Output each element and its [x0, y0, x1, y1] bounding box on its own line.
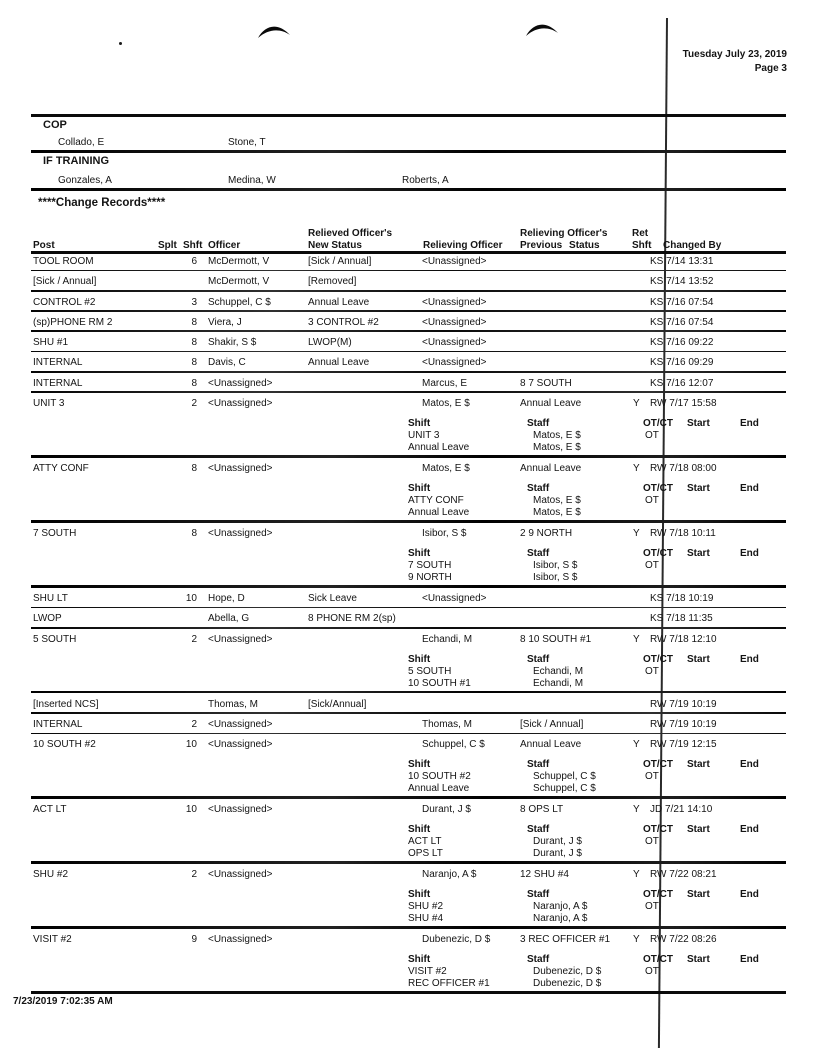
change-records-body — [31, 256, 786, 999]
detail-staff-header: Staff — [527, 824, 550, 836]
relieving-officer-cell: <Unassigned> — [422, 593, 487, 605]
post-cell: ACT LT — [33, 804, 67, 816]
detail-otct-header: OT/CT — [643, 759, 673, 771]
shft-cell: 8 — [191, 357, 197, 369]
table-row — [31, 378, 786, 398]
row-rule — [31, 691, 786, 694]
post-cell: UNIT 3 — [33, 398, 65, 410]
row-rule — [31, 351, 786, 353]
detail-staff-cell: Naranjo, A $ — [533, 913, 588, 925]
detail-start-header: Start — [687, 824, 710, 836]
changed-by-cell: KS 7/18 10:19 — [650, 593, 714, 605]
detail-ot-cell: OT — [645, 560, 659, 572]
row-rule — [31, 712, 786, 714]
detail-start-header: Start — [687, 483, 710, 495]
ret-shft-cell: Y — [633, 398, 640, 410]
relieving-officer-cell: Durant, J $ — [422, 804, 471, 816]
roster-name: Stone, T — [228, 137, 266, 148]
detail-staff-cell: Dubenezic, D $ — [533, 966, 602, 978]
officer-cell: Davis, C — [208, 357, 246, 369]
officer-cell: Shakir, S $ — [208, 337, 257, 349]
post-cell: INTERNAL — [33, 357, 83, 369]
shft-cell: 8 — [191, 337, 197, 349]
table-row — [31, 593, 786, 613]
officer-cell: Abella, G — [208, 613, 250, 625]
detail-end-header: End — [740, 759, 759, 771]
post-cell: [Sick / Annual] — [33, 276, 97, 288]
post-cell: (sp)PHONE RM 2 — [33, 316, 113, 328]
shft-cell: 3 — [191, 296, 197, 308]
detail-shift-header: Shift — [408, 483, 431, 495]
row-rule — [31, 733, 786, 735]
relieving-officer-cell: Naranjo, A $ — [422, 869, 477, 881]
shft-cell: 2 — [191, 718, 197, 730]
shft-cell: 10 — [185, 739, 197, 751]
officer-cell: <Unassigned> — [208, 934, 273, 946]
shft-cell: 8 — [191, 377, 197, 389]
changed-by-cell: KS 7/18 11:35 — [650, 613, 713, 625]
previous-status-cell: 8 OPS LT — [520, 804, 564, 816]
row-rule — [31, 290, 786, 292]
detail-otct-header: OT/CT — [643, 889, 673, 901]
detail-end-header: End — [740, 548, 759, 560]
detail-otct-header: OT/CT — [643, 653, 673, 665]
row-rule — [31, 861, 786, 864]
ret-shft-cell: Y — [633, 869, 640, 881]
previous-status-cell: 8 10 SOUTH #1 — [520, 633, 592, 645]
detail-staff-cell: Schuppel, C $ — [533, 771, 596, 783]
shft-cell: 6 — [191, 256, 197, 267]
row-rule — [31, 330, 786, 332]
detail-staff-cell: Durant, J $ — [533, 848, 582, 860]
col-header-relieved-line1: Relieved Officer's — [308, 228, 393, 239]
section-title-if-training: IF TRAINING — [43, 155, 109, 167]
officer-cell: Viera, J — [208, 316, 242, 328]
post-cell: VISIT #2 — [33, 934, 72, 946]
footer-timestamp: 7/23/2019 7:02:35 AM — [13, 996, 113, 1007]
detail-end-header: End — [740, 418, 759, 430]
row-rule — [31, 270, 786, 272]
changed-by-cell: RW 7/22 08:21 — [650, 869, 717, 881]
col-header-relieving-line1: Relieving Officer's — [520, 228, 608, 239]
ret-shft-cell: Y — [633, 528, 640, 540]
post-cell: 7 SOUTH — [33, 528, 77, 540]
detail-ot-cell: OT — [645, 966, 659, 978]
relieving-officer-cell: <Unassigned> — [422, 256, 487, 267]
new-status-cell: LWOP(M) — [308, 337, 352, 349]
changed-by-cell: RW 7/18 08:00 — [650, 463, 717, 475]
relieving-officer-cell: Marcus, E — [422, 377, 468, 389]
officer-cell: McDermott, V — [208, 256, 270, 267]
detail-staff-header: Staff — [527, 889, 550, 901]
new-status-cell: 3 CONTROL #2 — [308, 316, 379, 328]
detail-staff-header: Staff — [527, 954, 550, 966]
changed-by-cell: RW 7/18 12:10 — [650, 633, 717, 645]
post-cell: SHU #1 — [33, 337, 69, 349]
previous-status-cell: 8 7 SOUTH — [520, 377, 572, 389]
new-status-cell: Annual Leave — [308, 357, 370, 369]
detail-shift-cell: Annual Leave — [408, 507, 470, 519]
col-header-officer: Officer — [208, 240, 241, 251]
detail-shift-cell: 5 SOUTH — [408, 665, 452, 677]
post-cell: 10 SOUTH #2 — [33, 739, 96, 751]
shft-cell: 2 — [191, 633, 197, 645]
page-number: Page 3 — [754, 63, 787, 74]
new-status-cell: 8 PHONE RM 2(sp) — [308, 613, 396, 625]
table-row — [31, 804, 786, 869]
detail-otct-header: OT/CT — [643, 824, 673, 836]
previous-status-cell: 2 9 NORTH — [520, 528, 573, 540]
officer-cell: Schuppel, C $ — [208, 296, 271, 308]
detail-end-header: End — [740, 483, 759, 495]
table-row — [31, 317, 786, 337]
ret-shft-cell: Y — [633, 633, 640, 645]
detail-shift-cell: SHU #4 — [408, 913, 444, 925]
post-cell: [Inserted NCS] — [33, 698, 99, 710]
detail-end-header: End — [740, 824, 759, 836]
detail-end-header: End — [740, 954, 759, 966]
roster-name: Roberts, A — [402, 175, 449, 186]
row-rule — [31, 391, 786, 393]
previous-status-cell: Annual Leave — [520, 739, 582, 751]
previous-status-cell: Annual Leave — [520, 463, 582, 475]
shft-cell: 10 — [185, 804, 197, 816]
detail-shift-cell: ACT LT — [408, 836, 442, 848]
officer-cell: <Unassigned> — [208, 398, 273, 410]
detail-shift-cell: UNIT 3 — [408, 430, 440, 442]
officer-cell: <Unassigned> — [208, 463, 273, 475]
ret-shft-cell: Y — [633, 463, 640, 475]
changed-by-cell: KS 7/16 09:22 — [650, 337, 714, 349]
relieving-officer-cell: <Unassigned> — [422, 316, 487, 328]
relieving-officer-cell: Thomas, M — [422, 718, 473, 730]
officer-cell: <Unassigned> — [208, 739, 273, 751]
detail-ot-cell: OT — [645, 836, 659, 848]
detail-shift-header: Shift — [408, 418, 431, 430]
officer-cell: <Unassigned> — [208, 633, 273, 645]
relieving-officer-cell: Echandi, M — [422, 633, 473, 645]
detail-otct-header: OT/CT — [643, 483, 673, 495]
officer-cell: <Unassigned> — [208, 869, 273, 881]
section-title-cop: COP — [43, 119, 67, 131]
new-status-cell: Annual Leave — [308, 296, 370, 308]
post-cell: LWOP — [33, 613, 62, 625]
officer-cell: <Unassigned> — [208, 528, 273, 540]
new-status-cell: [Sick/Annual] — [308, 698, 367, 710]
detail-staff-cell: Echandi, M — [533, 677, 584, 689]
post-cell: SHU #2 — [33, 869, 69, 881]
detail-start-header: Start — [687, 889, 710, 901]
changed-by-cell: JD 7/21 14:10 — [650, 804, 713, 816]
officer-cell: <Unassigned> — [208, 718, 273, 730]
binder-hole-shadow-icon — [525, 23, 559, 38]
detail-otct-header: OT/CT — [643, 954, 673, 966]
detail-shift-cell: REC OFFICER #1 — [408, 978, 490, 990]
detail-staff-header: Staff — [527, 759, 550, 771]
col-header-ret-shft: Shft — [632, 240, 652, 251]
post-cell: INTERNAL — [33, 718, 83, 730]
detail-ot-cell: OT — [645, 495, 659, 507]
shft-cell: 2 — [191, 869, 197, 881]
detail-staff-header: Staff — [527, 653, 550, 665]
officer-cell: McDermott, V — [208, 276, 270, 288]
relieving-officer-cell: Matos, E $ — [422, 398, 470, 410]
changed-by-cell: KS 7/14 13:31 — [650, 256, 714, 267]
previous-status-cell: [Sick / Annual] — [520, 718, 584, 730]
detail-shift-cell: ATTY CONF — [408, 495, 464, 507]
table-row — [31, 357, 786, 377]
detail-shift-header: Shift — [408, 824, 431, 836]
table-row — [31, 256, 786, 276]
relieving-officer-cell: <Unassigned> — [422, 357, 487, 369]
shft-cell: 8 — [191, 528, 197, 540]
relieving-officer-cell: Dubenezic, D $ — [422, 934, 491, 946]
post-cell: CONTROL #2 — [33, 296, 96, 308]
changed-by-cell: KS 7/16 09:29 — [650, 357, 714, 369]
detail-shift-header: Shift — [408, 889, 431, 901]
roster-name: Medina, W — [228, 175, 276, 186]
detail-staff-cell: Echandi, M — [533, 665, 584, 677]
detail-start-header: Start — [687, 759, 710, 771]
scan-speck — [119, 42, 122, 45]
new-status-cell: [Removed] — [308, 276, 357, 288]
detail-shift-cell: VISIT #2 — [408, 966, 447, 978]
col-header-relieving-officer: Relieving Officer — [423, 240, 503, 251]
detail-start-header: Start — [687, 653, 710, 665]
ret-shft-cell: Y — [633, 934, 640, 946]
ret-shft-cell: Y — [633, 804, 640, 816]
detail-staff-header: Staff — [527, 548, 550, 560]
table-row — [31, 934, 786, 999]
relieving-officer-cell: Isibor, S $ — [422, 528, 467, 540]
detail-staff-header: Staff — [527, 483, 550, 495]
previous-status-cell: 12 SHU #4 — [520, 869, 569, 881]
table-row — [31, 337, 786, 357]
officer-cell: <Unassigned> — [208, 804, 273, 816]
post-cell: INTERNAL — [33, 377, 83, 389]
new-status-cell: [Sick / Annual] — [308, 256, 372, 267]
changed-by-cell: RW 7/22 08:26 — [650, 934, 717, 946]
relieving-officer-cell: Matos, E $ — [422, 463, 470, 475]
table-row — [31, 528, 786, 593]
ret-shft-cell: Y — [633, 739, 640, 751]
detail-otct-header: OT/CT — [643, 548, 673, 560]
detail-ot-cell: OT — [645, 665, 659, 677]
changed-by-cell: KS 7/16 07:54 — [650, 316, 714, 328]
officer-cell: Hope, D — [208, 593, 245, 605]
officer-cell: <Unassigned> — [208, 377, 273, 389]
table-row — [31, 613, 786, 633]
detail-shift-cell: OPS LT — [408, 848, 443, 860]
header-rule — [31, 251, 786, 254]
detail-staff-cell: Isibor, S $ — [533, 560, 578, 572]
section-rule — [31, 150, 786, 153]
row-rule — [31, 371, 786, 373]
detail-shift-cell: 10 SOUTH #2 — [408, 771, 471, 783]
row-rule — [31, 520, 786, 523]
row-rule — [31, 796, 786, 799]
detail-ot-cell: OT — [645, 430, 659, 442]
roster-name: Collado, E — [58, 137, 105, 148]
detail-end-header: End — [740, 653, 759, 665]
table-row — [31, 699, 786, 719]
col-header-post: Post — [33, 240, 55, 251]
col-header-shft: Shft — [183, 240, 203, 251]
row-rule — [31, 991, 786, 994]
post-cell: 5 SOUTH — [33, 633, 77, 645]
row-rule — [31, 455, 786, 458]
changed-by-cell: KS 7/16 07:54 — [650, 296, 714, 308]
binder-hole-shadow-icon — [257, 25, 291, 40]
shft-cell: 8 — [191, 463, 197, 475]
detail-staff-cell: Isibor, S $ — [533, 572, 578, 584]
table-row — [31, 276, 786, 296]
col-header-changed-by: Changed By — [663, 240, 722, 251]
detail-staff-cell: Matos, E $ — [533, 507, 581, 519]
col-header-splt: Splt — [158, 240, 177, 251]
detail-shift-header: Shift — [408, 954, 431, 966]
row-rule — [31, 607, 786, 609]
row-rule — [31, 926, 786, 929]
previous-status-cell: Annual Leave — [520, 398, 582, 410]
relieving-officer-cell: <Unassigned> — [422, 337, 487, 349]
detail-staff-header: Staff — [527, 418, 550, 430]
post-cell: TOOL ROOM — [33, 256, 94, 267]
row-rule — [31, 585, 786, 588]
changed-by-cell: RW 7/19 12:15 — [650, 739, 717, 751]
section-rule — [31, 188, 786, 191]
detail-otct-header: OT/CT — [643, 418, 673, 430]
shft-cell: 2 — [191, 398, 197, 410]
row-rule — [31, 310, 786, 312]
detail-shift-cell: SHU #2 — [408, 901, 444, 913]
detail-shift-cell: 7 SOUTH — [408, 560, 452, 572]
table-row — [31, 398, 786, 463]
changed-by-cell: KS 7/16 12:07 — [650, 377, 714, 389]
changed-by-cell: RW 7/18 10:11 — [650, 528, 716, 540]
table-row — [31, 634, 786, 699]
detail-staff-cell: Matos, E $ — [533, 430, 581, 442]
changed-by-cell: KS 7/14 13:52 — [650, 276, 714, 288]
section-rule — [31, 114, 786, 117]
detail-shift-cell: 9 NORTH — [408, 572, 452, 584]
detail-staff-cell: Matos, E $ — [533, 442, 581, 454]
changed-by-cell: RW 7/17 15:58 — [650, 398, 717, 410]
detail-staff-cell: Schuppel, C $ — [533, 783, 596, 795]
detail-start-header: Start — [687, 418, 710, 430]
row-rule — [31, 627, 786, 629]
col-header-new-status: New Status — [308, 240, 362, 251]
post-cell: ATTY CONF — [33, 463, 89, 475]
shft-cell: 8 — [191, 316, 197, 328]
officer-cell: Thomas, M — [208, 698, 259, 710]
detail-shift-header: Shift — [408, 653, 431, 665]
table-row — [31, 869, 786, 934]
change-records-title: ****Change Records**** — [38, 197, 166, 209]
detail-shift-header: Shift — [408, 548, 431, 560]
table-row — [31, 719, 786, 739]
roster-name: Gonzales, A — [58, 175, 112, 186]
detail-shift-header: Shift — [408, 759, 431, 771]
detail-staff-cell: Naranjo, A $ — [533, 901, 588, 913]
detail-staff-cell: Dubenezic, D $ — [533, 978, 602, 990]
changed-by-cell: RW 7/19 10:19 — [650, 698, 717, 710]
detail-start-header: Start — [687, 954, 710, 966]
detail-end-header: End — [740, 889, 759, 901]
detail-ot-cell: OT — [645, 901, 659, 913]
shft-cell: 9 — [191, 934, 197, 946]
detail-shift-cell: Annual Leave — [408, 442, 470, 454]
table-row — [31, 297, 786, 317]
table-row — [31, 463, 786, 528]
col-header-previous-status: Previous Status — [520, 240, 600, 251]
post-cell: SHU LT — [33, 593, 68, 605]
previous-status-cell: 3 REC OFFICER #1 — [520, 934, 611, 946]
col-header-ret: Ret — [632, 228, 649, 239]
detail-start-header: Start — [687, 548, 710, 560]
detail-staff-cell: Durant, J $ — [533, 836, 582, 848]
table-row — [31, 739, 786, 804]
shft-cell: 10 — [185, 593, 197, 605]
changed-by-cell: RW 7/19 10:19 — [650, 718, 717, 730]
detail-shift-cell: 10 SOUTH #1 — [408, 677, 471, 689]
relieving-officer-cell: <Unassigned> — [422, 296, 487, 308]
detail-shift-cell: Annual Leave — [408, 783, 470, 795]
detail-ot-cell: OT — [645, 771, 659, 783]
relieving-officer-cell: Schuppel, C $ — [422, 739, 485, 751]
report-date: Tuesday July 23, 2019 — [682, 49, 787, 60]
new-status-cell: Sick Leave — [308, 593, 357, 605]
detail-staff-cell: Matos, E $ — [533, 495, 581, 507]
